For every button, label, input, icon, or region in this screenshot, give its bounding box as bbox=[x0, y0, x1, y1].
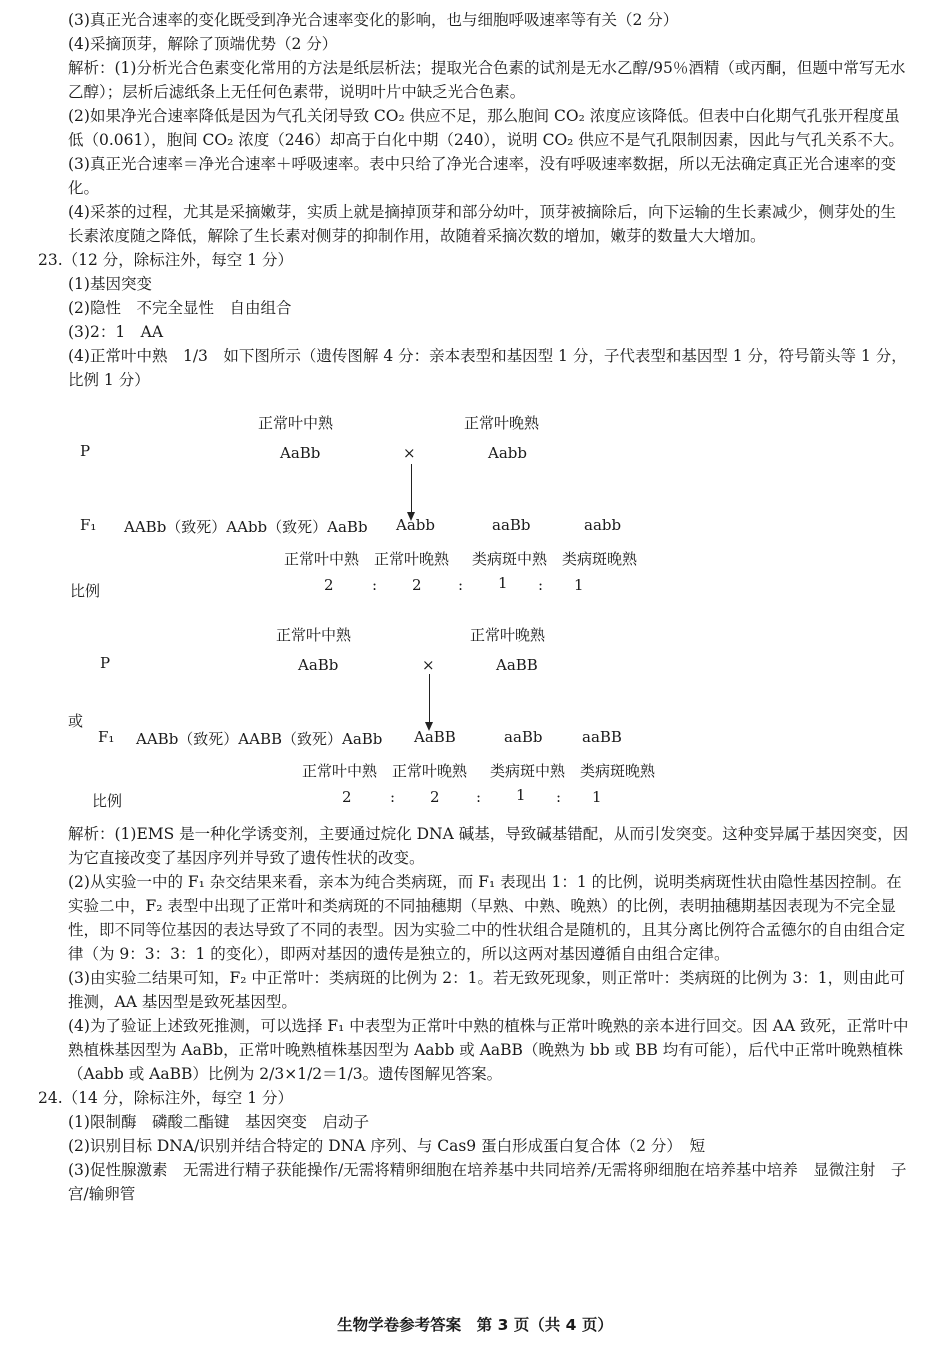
d1-ratio-4: 1 bbox=[574, 576, 584, 594]
d1-arrow-line bbox=[411, 464, 412, 514]
d2-cross-symbol: × bbox=[422, 656, 435, 674]
d2-phenotype-2: 正常叶晚熟 bbox=[392, 762, 468, 780]
q23-answer-3: (3)2：1 AA bbox=[68, 323, 164, 341]
d2-parent1-genotype: AaBb bbox=[298, 656, 339, 674]
d2-parent1-phenotype: 正常叶中熟 bbox=[276, 626, 352, 644]
d2-ratio-1: 2 bbox=[342, 788, 352, 806]
d2-ratio-colon: : bbox=[390, 788, 396, 806]
d1-parent1-genotype: AaBb bbox=[280, 444, 321, 462]
q22-answer-3: (3)真正光合速率的变化既受到净光合速率变化的影响，也与细胞呼吸速率等有关（2 分） bbox=[68, 11, 679, 29]
or-label: 或 bbox=[68, 712, 84, 730]
q22-answer-4: (4)采摘顶芽，解除了顶端优势（2 分） bbox=[68, 35, 338, 53]
d1-parent1-phenotype: 正常叶中熟 bbox=[258, 414, 334, 432]
d1-phenotype-2: 正常叶晚熟 bbox=[374, 550, 450, 568]
q23-heading: 23.（12 分，除标注外，每空 1 分） bbox=[38, 251, 294, 269]
d1-ratio-colon: : bbox=[372, 576, 378, 594]
d1-f1-lethal-genotypes: AABb（致死）AAbb（致死）AaBb bbox=[124, 518, 368, 536]
q23-explanation-2: (2)从实验一中的 F₁ 杂交结果来看，亲本为纯合类病斑，而 F₁ 表现出 1：1 的比例，说明类病斑性状由隐性基因控制。在实验二中，F₂ 表型中出现了正常叶和类病斑的不同抽穗期（早熟、中熟、晚熟）的比例，表明抽穗期基因表现为不完全显性，即不同等位基因的表达导致了不同的表型。因为实验二中的性状组合是随机的，且其分离比例符合孟德尔的自由组合定律（为 9：3：3：1 的变化），即两对基因的遗传是独立的，所以这两对基因遵循自由组合定律。 bbox=[68, 873, 906, 963]
d2-f1-genotype-4: aaBB bbox=[582, 728, 622, 746]
q23-answer-1: (1)基因突变 bbox=[68, 275, 152, 293]
genetic-diagram-2 bbox=[68, 602, 910, 810]
q23-answer-4: (4)正常叶中熟 1/3 如下图所示（遗传图解 4 分：亲本表型和基因型 1 分，子代表型和基因型 1 分，符号箭头等 1 分，比例 1 分） bbox=[68, 347, 907, 389]
d1-f1-genotype-2: Aabb bbox=[396, 516, 435, 534]
d2-ratio-colon: : bbox=[476, 788, 482, 806]
d2-f1-genotype-2: AaBB bbox=[414, 728, 456, 746]
d1-cross-symbol: × bbox=[403, 444, 416, 462]
d2-f1-lethal-genotypes: AABb（致死）AABB（致死）AaBb bbox=[136, 730, 383, 748]
q24-answer-2: (2)识别目标 DNA/识别并结合特定的 DNA 序列、与 Cas9 蛋白形成蛋白复合体（2 分） 短 bbox=[68, 1137, 706, 1155]
d2-f1-label: F₁ bbox=[98, 728, 115, 746]
q24-heading: 24.（14 分，除标注外，每空 1 分） bbox=[38, 1089, 294, 1107]
genetic-diagram-1 bbox=[68, 392, 910, 602]
d1-phenotype-1: 正常叶中熟 bbox=[284, 550, 360, 568]
d1-phenotype-3: 类病斑中熟 bbox=[472, 550, 548, 568]
q23-explanation-3: (3)由实验二结果可知，F₂ 中正常叶：类病斑的比例为 2：1。若无致死现象，则正常叶：类病斑的比例为 3：1，则由此可推测，AA 基因型是致死基因型。 bbox=[68, 969, 906, 1011]
d2-arrow-line bbox=[429, 674, 430, 724]
d2-ratio-3: 1 bbox=[516, 786, 526, 804]
q23-explanation-4: (4)为了验证上述致死推测，可以选择 F₁ 中表型为正常叶中熟的植株与正常叶晚熟的亲本进行回交。因 AA 致死，正常叶中熟植株基因型为 AaBb，正常叶晚熟植株基因型为 Aabb 或 AaBB（晚熟为 bb 或 BB 均有可能），后代中正常叶晚熟植株（Aabb 或 AaBB）比例为 2/3×1/2＝1/3。遗传图解见答案。 bbox=[68, 1017, 909, 1083]
d2-ratio-4: 1 bbox=[592, 788, 602, 806]
q22-explanation-2: (2)如果净光合速率降低是因为气孔关闭导致 CO₂ 供应不足，那么胞间 CO₂ 浓度应该降低。但表中白化期气孔张开程度虽低（0.061），胞间 CO₂ 浓度（246）却高于白化中期（240），说明 CO₂ 供应不是气孔限制因素，因此与气孔关系不大。 bbox=[68, 107, 904, 149]
q23-explanation-1: 解析：(1)EMS 是一种化学诱变剂，主要通过烷化 DNA 碱基，导致碱基错配，从而引发突变。这种变异属于基因突变，因为它直接改变了基因序列并导致了遗传性状的改变。 bbox=[68, 825, 909, 867]
d1-f1-genotype-4: aabb bbox=[584, 516, 622, 534]
d1-phenotype-4: 类病斑晚熟 bbox=[562, 550, 638, 568]
d1-ratio-colon: : bbox=[458, 576, 464, 594]
q24-answer-3: (3)促性腺激素 无需进行精子获能操作/无需将精卵细胞在培养基中共同培养/无需将卵细胞在培养基中培养 显微注射 子宫/输卵管 bbox=[68, 1161, 907, 1203]
d1-ratio-label: 比例 bbox=[70, 582, 101, 600]
d2-ratio-colon: : bbox=[556, 788, 562, 806]
d2-parent2-phenotype: 正常叶晚熟 bbox=[470, 626, 546, 644]
d2-f1-genotype-3: aaBb bbox=[504, 728, 543, 746]
d1-parent2-genotype: Aabb bbox=[488, 444, 527, 462]
q22-explanation-1: 解析：(1)分析光合色素变化常用的方法是纸层析法；提取光合色素的试剂是无水乙醇/95％酒精（或丙酮，但题中常写无水乙醇）；层析后滤纸条上无任何色素带，说明叶片中缺乏光合色素。 bbox=[68, 59, 906, 101]
d1-ratio-1: 2 bbox=[324, 576, 334, 594]
d1-f1-genotype-3: aaBb bbox=[492, 516, 531, 534]
q22-explanation-3: (3)真正光合速率＝净光合速率＋呼吸速率。表中只给了净光合速率，没有呼吸速率数据，所以无法确定真正光合速率的变化。 bbox=[68, 155, 896, 197]
d1-p-label: P bbox=[80, 442, 91, 460]
q24-answer-1: (1)限制酶 磷酸二酯键 基因突变 启动子 bbox=[68, 1113, 369, 1131]
d1-f1-label: F₁ bbox=[80, 516, 97, 534]
page-footer: 生物学卷参考答案 第 3 页（共 4 页） bbox=[337, 1316, 613, 1334]
d2-phenotype-4: 类病斑晚熟 bbox=[580, 762, 656, 780]
q23-answer-2: (2)隐性 不完全显性 自由组合 bbox=[68, 299, 292, 317]
d2-parent2-genotype: AaBB bbox=[496, 656, 538, 674]
d1-ratio-3: 1 bbox=[498, 574, 508, 592]
d2-ratio-2: 2 bbox=[430, 788, 440, 806]
d2-phenotype-1: 正常叶中熟 bbox=[302, 762, 378, 780]
d1-parent2-phenotype: 正常叶晚熟 bbox=[464, 414, 540, 432]
q22-explanation-4: (4)采茶的过程，尤其是采摘嫩芽，实质上就是摘掉顶芽和部分幼叶，顶芽被摘除后，向下运输的生长素减少，侧芽处的生长素浓度随之降低，解除了生长素对侧芽的抑制作用，故随着采摘次数的增加，嫩芽的数量大大增加。 bbox=[68, 203, 896, 245]
d2-ratio-label: 比例 bbox=[92, 792, 123, 810]
d2-phenotype-3: 类病斑中熟 bbox=[490, 762, 566, 780]
answer-page bbox=[38, 8, 910, 1206]
d1-ratio-2: 2 bbox=[412, 576, 422, 594]
d1-ratio-colon: : bbox=[538, 576, 544, 594]
d2-p-label: P bbox=[100, 654, 111, 672]
